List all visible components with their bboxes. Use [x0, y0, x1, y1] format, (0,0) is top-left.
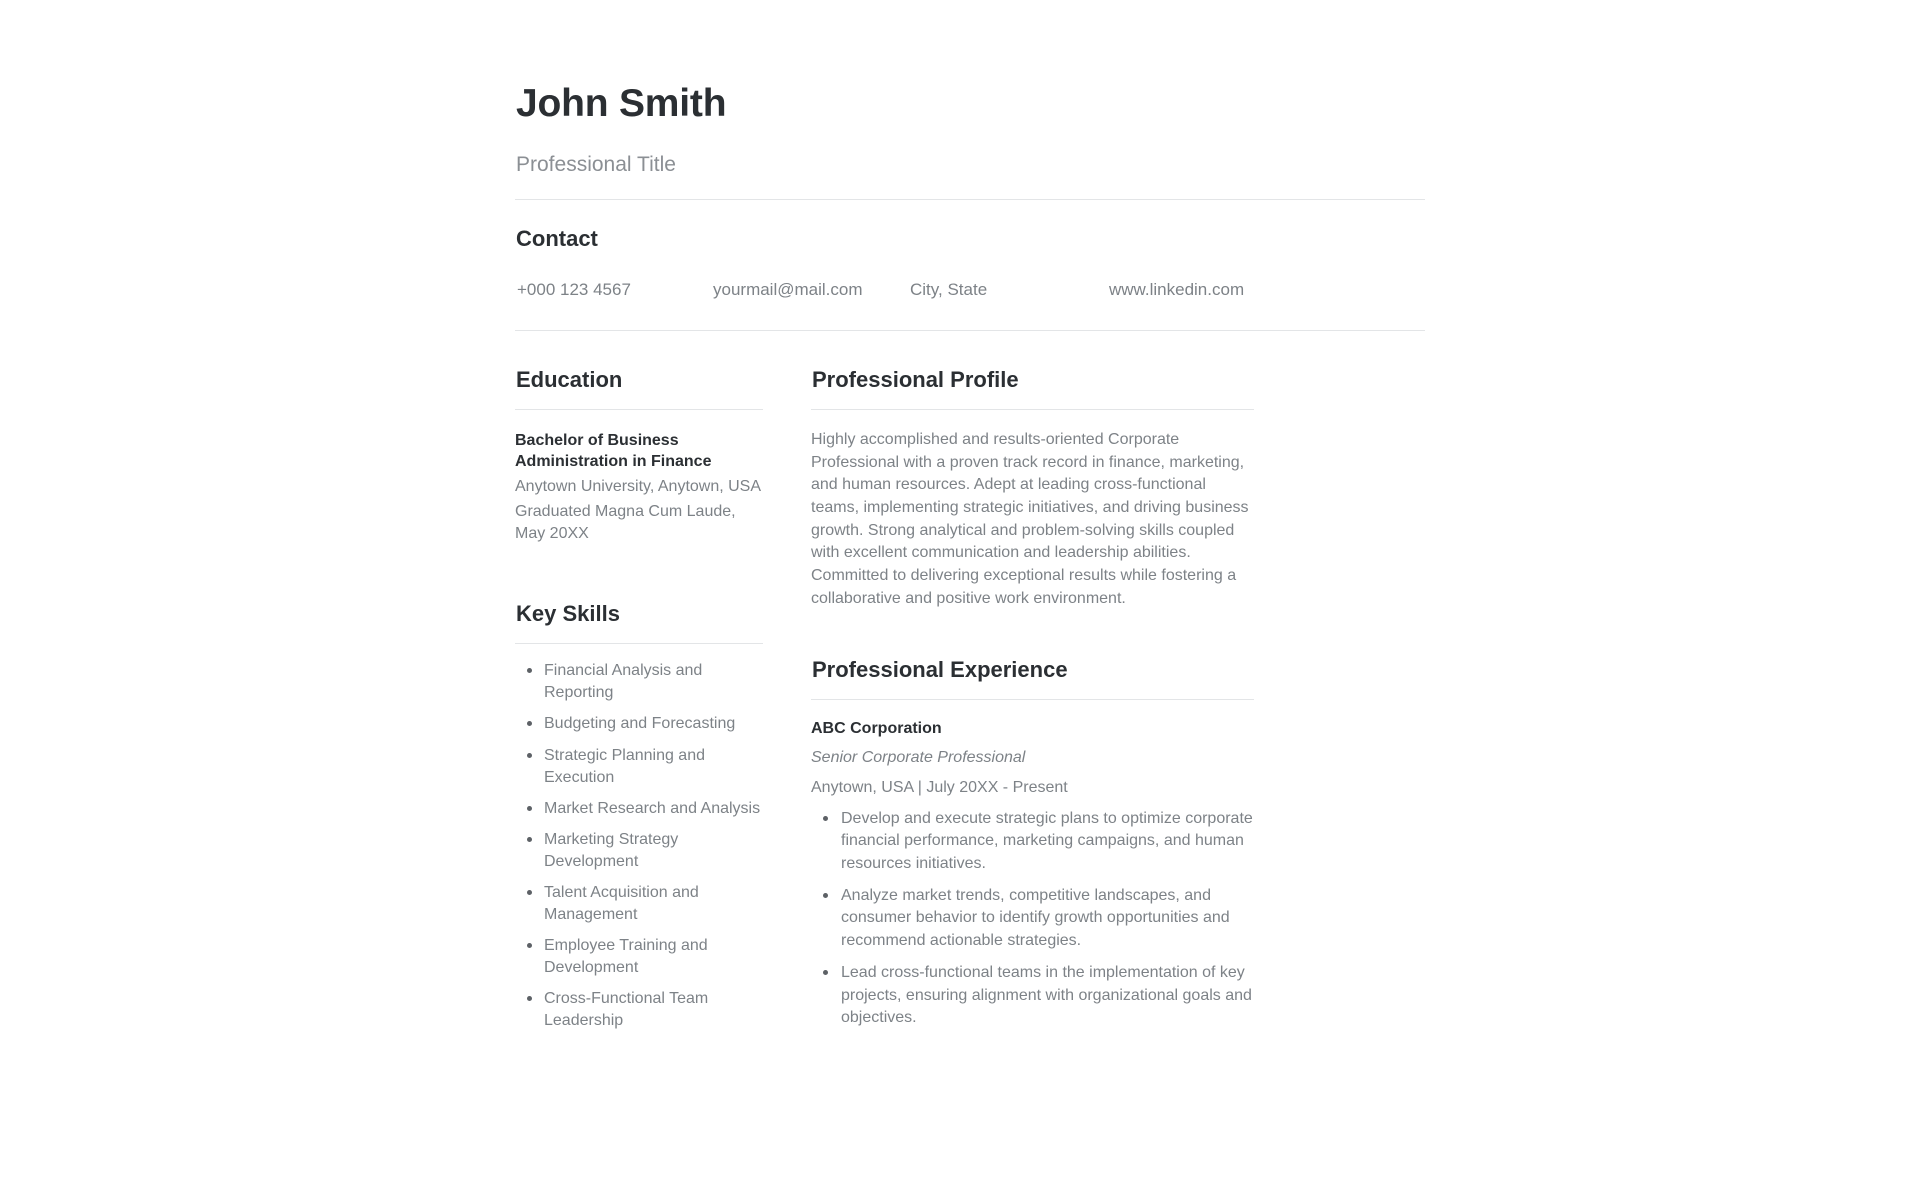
- experience-role: Senior Corporate Professional: [811, 748, 1026, 766]
- experience-entry: [811, 720, 1254, 1030]
- experience-meta: Anytown, USA | July 20XX - Present: [811, 778, 1068, 796]
- education-degree: Bachelor of Business Administration in Finance: [515, 431, 712, 471]
- education-heading: Education: [516, 366, 623, 392]
- list-item: Talent Acquisition and Management: [515, 882, 763, 926]
- list-item: Develop and execute strategic plans to optimize corporate financial performance, marketing campaigns, and human resources initiatives.: [811, 808, 1254, 876]
- list-item: Marketing Strategy Development: [515, 829, 763, 873]
- list-item: Market Research and Analysis: [515, 798, 763, 820]
- education-honors: Graduated Magna Cum Laude, May 20XX: [515, 503, 736, 543]
- experience-heading: Professional Experience: [812, 656, 1068, 682]
- list-item: Strategic Planning and Execution: [515, 745, 763, 789]
- contact-phone: +000 123 4567: [517, 279, 631, 299]
- header-divider: [515, 199, 1425, 200]
- contact-website: www.linkedin.com: [1109, 279, 1245, 299]
- right-column: [811, 367, 1254, 1042]
- experience-divider: [811, 699, 1254, 700]
- experience-bullets: [811, 808, 1254, 1030]
- page-title: John Smith: [516, 82, 727, 125]
- left-column: [515, 367, 763, 1042]
- contact-row: [517, 280, 1425, 300]
- list-item: Employee Training and Development: [515, 935, 763, 979]
- skills-heading: Key Skills: [516, 601, 620, 627]
- contact-heading: Contact: [516, 225, 598, 251]
- experience-company: ABC Corporation: [811, 719, 942, 737]
- list-item: Budgeting and Forecasting: [515, 713, 763, 735]
- contact-divider: [515, 330, 1425, 331]
- education-school: Anytown University, Anytown, USA: [515, 478, 762, 496]
- profile-heading: Professional Profile: [812, 366, 1019, 392]
- list-item: Lead cross-functional teams in the implementation of key projects, ensuring alignment with organizational goals and objectives.: [811, 962, 1254, 1030]
- list-item: Financial Analysis and Reporting: [515, 660, 763, 704]
- list-item: Cross-Functional Team Leadership: [515, 988, 763, 1032]
- two-column-body: [515, 367, 1425, 1042]
- profile-text: Highly accomplished and results-oriented Corporate Professional with a proven track record in finance, marketing, and human resources. Adept at leading cross-functional teams, implementing strategic initiatives, and driving business growth. Strong analytical and problem-solving skills coupled with excellent communication and leadership abilities. Committed to delivering exceptional results while fostering a collaborative and positive work environment.: [811, 430, 1249, 607]
- contact-email: yourmail@mail.com: [713, 279, 863, 299]
- professional-title: Professional Title: [516, 152, 676, 176]
- skills-list: [515, 660, 763, 1032]
- education-divider: [515, 409, 763, 410]
- profile-divider: [811, 409, 1254, 410]
- list-item: Analyze market trends, competitive landscapes, and consumer behavior to identify growth opportunities and recommend actionable strategies.: [811, 885, 1254, 953]
- contact-location: City, State: [910, 279, 988, 299]
- resume-document: [515, 0, 1425, 1041]
- skills-divider: [515, 643, 763, 644]
